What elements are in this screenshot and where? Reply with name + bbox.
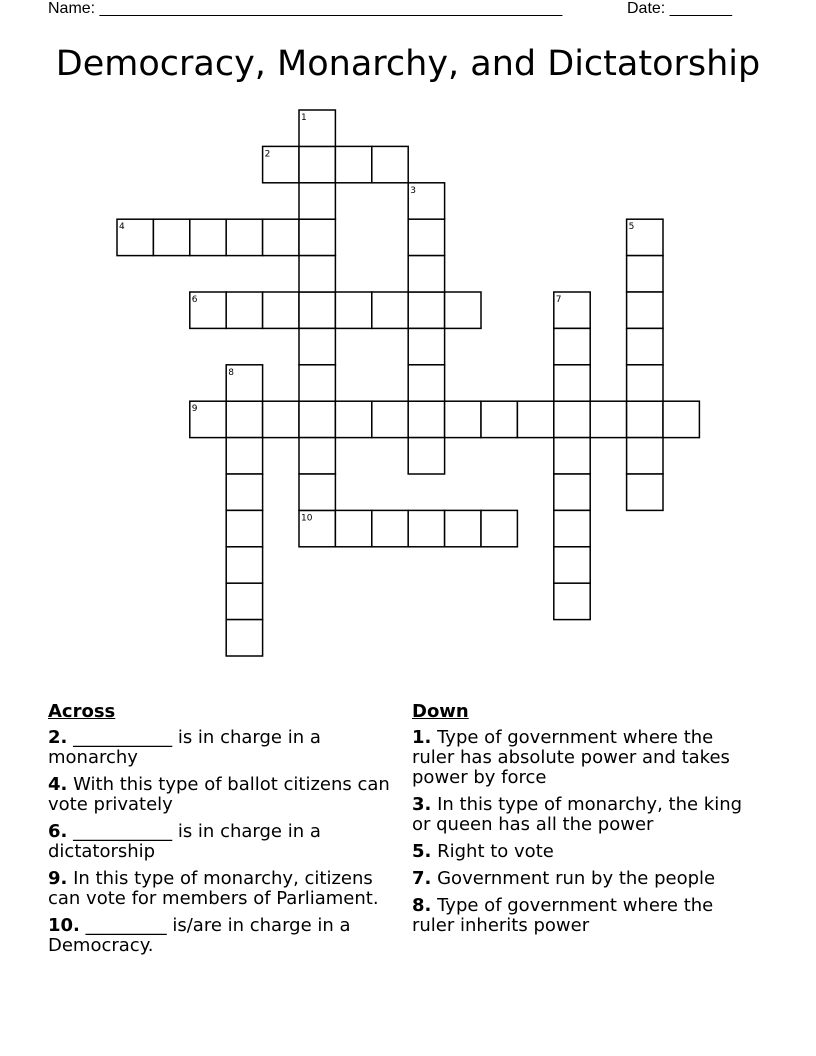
down-heading: Down xyxy=(412,701,469,722)
grid-cell[interactable] xyxy=(226,620,262,656)
grid-cell[interactable] xyxy=(335,292,371,328)
page-title: Democracy, Monarchy, and Dictatorship xyxy=(55,44,761,84)
grid-cell[interactable] xyxy=(372,510,408,546)
clue-number: 3. xyxy=(412,794,432,815)
grid-cell[interactable] xyxy=(299,438,335,474)
grid-cell[interactable] xyxy=(408,401,444,437)
grid-cell[interactable] xyxy=(299,146,335,182)
date-field[interactable]: Date: _______ xyxy=(627,0,732,17)
across-heading: Across xyxy=(48,701,116,722)
cell-number: 1 xyxy=(301,113,307,123)
grid-cell[interactable] xyxy=(408,256,444,292)
grid-cell[interactable] xyxy=(153,219,189,255)
grid-cell[interactable] xyxy=(627,474,663,510)
clue-number: 4. xyxy=(48,774,68,795)
down-clue xyxy=(412,795,752,835)
cell-number: 2 xyxy=(264,149,271,160)
grid-cell[interactable] xyxy=(226,365,262,401)
grid-cell[interactable] xyxy=(299,401,335,437)
grid-cell[interactable] xyxy=(627,365,663,401)
cell-number: 9 xyxy=(191,404,198,415)
grid-cell[interactable] xyxy=(372,146,408,182)
clue-text: ___________ is in charge in a dictatorship xyxy=(48,821,321,862)
down-clues xyxy=(412,702,752,943)
grid-cell[interactable] xyxy=(226,219,262,255)
grid-cell[interactable] xyxy=(335,146,371,182)
across-clue xyxy=(48,822,398,862)
clue-number: 2. xyxy=(48,727,68,748)
grid-cell[interactable] xyxy=(190,292,226,328)
grid-cell[interactable] xyxy=(299,110,335,146)
clue-text: With this type of ballot citizens can vote privately xyxy=(48,774,390,815)
grid-cell[interactable] xyxy=(408,438,444,474)
grid-cell[interactable] xyxy=(226,583,262,619)
grid-cell[interactable] xyxy=(554,583,590,619)
cell-number: 8 xyxy=(228,367,234,378)
clue-text: _________ is/are in charge in a Democracy. xyxy=(48,915,351,956)
grid-cell[interactable] xyxy=(663,401,699,437)
down-clue xyxy=(412,869,752,889)
cell-number: 5 xyxy=(628,222,635,233)
clue-number: 9. xyxy=(48,868,68,889)
grid-cell[interactable] xyxy=(627,219,663,255)
grid-cell[interactable] xyxy=(554,547,590,583)
grid-cell[interactable] xyxy=(408,510,444,546)
clue-text: In this type of monarchy, citizens can vote for members of Parliament. xyxy=(48,868,379,909)
grid-cell[interactable] xyxy=(627,328,663,364)
grid-cell[interactable] xyxy=(372,292,408,328)
header xyxy=(48,0,740,20)
down-clue xyxy=(412,842,752,862)
grid-cell[interactable] xyxy=(517,401,553,437)
grid-cell[interactable] xyxy=(263,146,299,182)
across-clue xyxy=(48,869,398,909)
grid-cell[interactable] xyxy=(226,292,262,328)
cell-number: 4 xyxy=(119,222,125,233)
grid-cell[interactable] xyxy=(554,365,590,401)
clue-text: Type of government where the ruler inherits power xyxy=(412,895,714,936)
cell-number: 7 xyxy=(555,295,562,305)
across-clue xyxy=(48,728,398,768)
cell-number: 10 xyxy=(301,513,313,524)
grid-cell[interactable] xyxy=(590,401,626,437)
down-clue xyxy=(412,896,752,936)
grid-cell[interactable] xyxy=(408,183,444,219)
grid-cell[interactable] xyxy=(299,474,335,510)
grid-cell[interactable] xyxy=(445,292,481,328)
clue-text: Type of government where the ruler has absolute power and takes power by force xyxy=(412,727,730,788)
grid-cell[interactable] xyxy=(554,401,590,437)
across-clue xyxy=(48,775,398,815)
grid-cell[interactable] xyxy=(299,328,335,364)
grid-cell[interactable] xyxy=(408,219,444,255)
clue-number: 8. xyxy=(412,895,432,916)
clue-number: 6. xyxy=(48,821,68,842)
down-clue xyxy=(412,728,752,788)
grid-cell[interactable] xyxy=(226,547,262,583)
grid-cell[interactable] xyxy=(226,401,262,437)
grid-cell[interactable] xyxy=(299,256,335,292)
grid-cell[interactable] xyxy=(190,219,226,255)
grid-cell[interactable] xyxy=(299,219,335,255)
name-field[interactable]: Name: ____________________________________________________ xyxy=(48,0,563,17)
grid-cell[interactable] xyxy=(408,292,444,328)
grid-cell[interactable] xyxy=(408,365,444,401)
across-clues xyxy=(48,702,398,963)
grid-cell[interactable] xyxy=(226,438,262,474)
clue-number: 5. xyxy=(412,841,432,862)
clue-text: Government run by the people xyxy=(437,868,716,889)
grid-cell[interactable] xyxy=(445,510,481,546)
clue-number: 7. xyxy=(412,868,432,889)
grid-cell[interactable] xyxy=(627,292,663,328)
grid-cell[interactable] xyxy=(335,510,371,546)
grid-cell[interactable] xyxy=(226,510,262,546)
cell-number: 3 xyxy=(410,185,416,196)
grid-cell[interactable] xyxy=(554,438,590,474)
grid-cell[interactable] xyxy=(299,510,335,546)
grid-cell[interactable] xyxy=(627,438,663,474)
grid-cell[interactable] xyxy=(263,401,299,437)
grid-cell[interactable] xyxy=(554,474,590,510)
clue-number: 1. xyxy=(412,727,432,748)
grid-cell[interactable] xyxy=(263,292,299,328)
grid-cell[interactable] xyxy=(190,401,226,437)
grid-cell[interactable] xyxy=(372,401,408,437)
grid-cell[interactable] xyxy=(481,401,517,437)
grid-cell[interactable] xyxy=(408,328,444,364)
grid-cell[interactable] xyxy=(554,292,590,328)
grid-cell[interactable] xyxy=(299,183,335,219)
grid-cell[interactable] xyxy=(554,328,590,364)
grid-cell[interactable] xyxy=(226,474,262,510)
grid-cell[interactable] xyxy=(627,256,663,292)
grid-cell[interactable] xyxy=(481,510,517,546)
grid-cell[interactable] xyxy=(445,401,481,437)
clue-text: ___________ is in charge in a monarchy xyxy=(48,727,321,768)
clue-text: In this type of monarchy, the king or queen has all the power xyxy=(412,794,743,835)
grid-cell[interactable] xyxy=(263,219,299,255)
grid-cell[interactable] xyxy=(335,401,371,437)
clue-text: Right to vote xyxy=(437,841,554,862)
grid-cell[interactable] xyxy=(299,365,335,401)
grid-cell[interactable] xyxy=(117,219,153,255)
grid-cell[interactable] xyxy=(627,401,663,437)
grid-cell[interactable] xyxy=(299,292,335,328)
cell-number: 6 xyxy=(191,295,198,305)
across-clue xyxy=(48,916,398,956)
grid-cell[interactable] xyxy=(554,510,590,546)
clue-number: 10. xyxy=(48,915,80,936)
